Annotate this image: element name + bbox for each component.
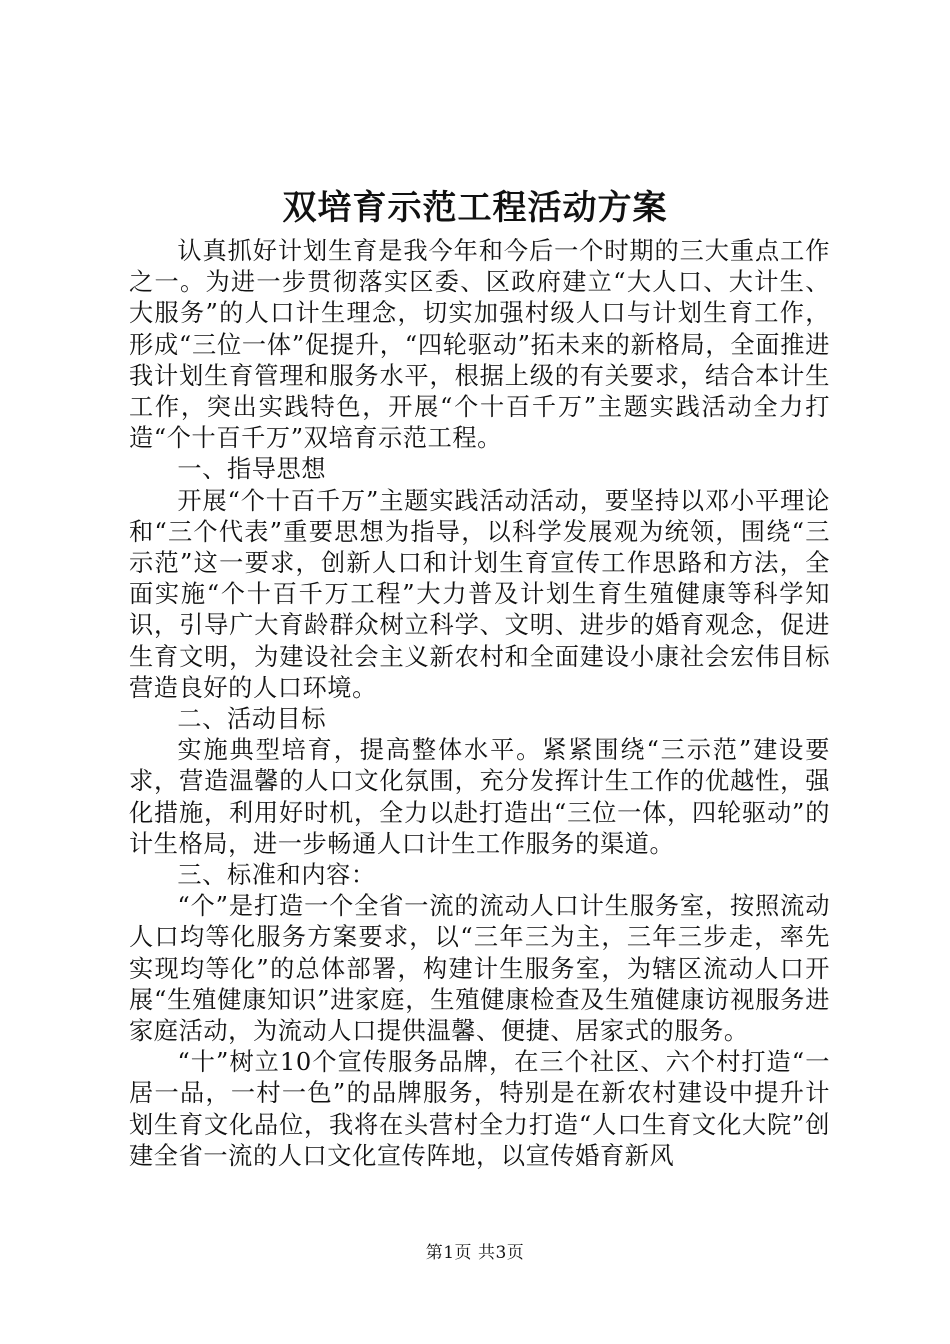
standard-ge-paragraph: “个”是打造一个全省一流的流动人口计生服务室，按照流动人口均等化服务方案要求，以“三年三为主，三年三步走，率先实现均等化”的总体部署，构建计生服务室，为辖区流动人口开展“生殖健康知识”进家庭，生殖健康检查及生殖健康访视服务进家庭活动，为流动人口提供温馨、便捷、居家式的服务。: [129, 892, 830, 1046]
standard-shi-paragraph: “十”树立10个宣传服务品牌，在三个社区、六个村打造“一居一品，一村一色”的品牌服务，特别是在新农村建设中提升计划生育文化品位，我将在头营村全力打造“人口生育文化大院”创建全省一流的人口文化宣传阵地，以宣传婚育新风: [129, 1048, 830, 1170]
guiding-ideology-paragraph: 开展“个十百千万”主题实践活动活动，要坚持以邓小平理论和“三个代表”重要思想为指导，以科学发展观为统领，围绕“三示范”这一要求，创新人口和计划生育宣传工作思路和方法，全面实施“个十百千万工程”大力普及计划生育生殖健康等科学知识，引导广大育龄群众树立科学、文明、进步的婚育观念，促进生育文明，为建设社会主义新农村和全面建设小康社会宏伟目标营造良好的人口环境。: [129, 486, 830, 702]
document-body: [129, 236, 830, 1172]
section-heading-standards-content: 三、标准和内容：: [177, 861, 376, 890]
section-heading-guiding-ideology: 一、指导思想: [177, 455, 327, 484]
page-number-footer: 第1页 共3页: [425, 1243, 525, 1263]
section-heading-activity-goals: 二、活动目标: [177, 705, 327, 734]
activity-goals-paragraph: 实施典型培育，提高整体水平。紧紧围绕“三示范”建设要求，营造温馨的人口文化氛围，充分发挥计生工作的优越性，强化措施，利用好时机，全力以赴打造出“三位一体，四轮驱动”的计生格局，进一步畅通人口计生工作服务的渠道。: [129, 736, 830, 858]
document-title: 双培育示范工程活动方案: [282, 188, 668, 228]
intro-paragraph: 认真抓好计划生育是我今年和今后一个时期的三大重点工作之一。为进一步贯彻落实区委、区政府建立“大人口、大计生、大服务”的人口计生理念，切实加强村级人口与计划生育工作，形成“三位一体”促提升，“四轮驱动”拓未来的新格局，全面推进我计划生育管理和服务水平，根据上级的有关要求，结合本计生工作，突出实践特色，开展“个十百千万”主题实践活动全力打造“个十百千万”双培育示范工程。: [129, 237, 830, 453]
